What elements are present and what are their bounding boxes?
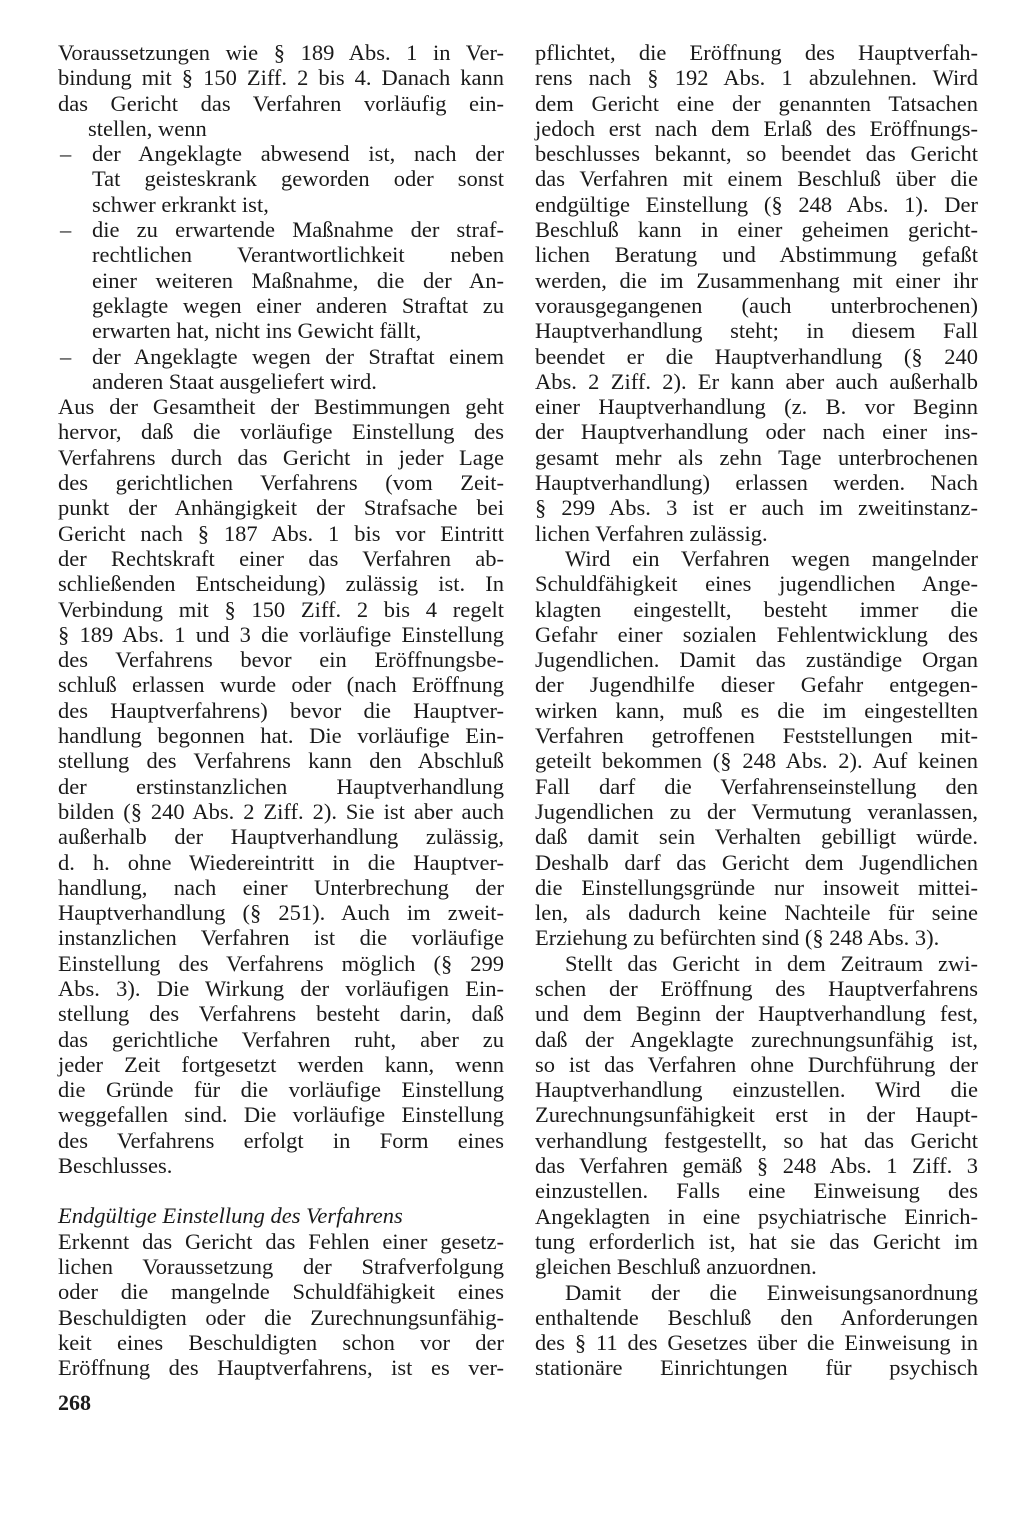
text-line: Abs. 3). Die Wirkung der vorläufigen Ein- bbox=[58, 975, 504, 1001]
text-line: das gerichtliche Verfahren ruht, aber zu bbox=[58, 1026, 504, 1052]
text-line: des § 11 des Gesetzes über die Einweisung in bbox=[535, 1330, 978, 1356]
text-line: so ist das Verfahren ohne Durchführung der bbox=[535, 1051, 978, 1077]
text-line: erwarten hat, nicht ins Gewicht fällt, bbox=[92, 318, 422, 344]
text-line: oder die mangelnde Schuldfähigkeit eines bbox=[58, 1279, 504, 1305]
text-line: Deshalb darf das Gericht dem Jugendlichen bbox=[535, 849, 978, 875]
text-line: der Rechtskraft einer das Verfahren ab- bbox=[58, 545, 504, 571]
text-line: jedoch erst nach dem Erlaß des Eröffnungs- bbox=[535, 115, 978, 141]
text-line: instanzlichen Verfahren ist die vorläufige bbox=[58, 925, 504, 951]
text-line: hervor, daß die vorläufige Einstellung des bbox=[58, 419, 504, 445]
page-number: 268 bbox=[58, 1390, 91, 1415]
text-line: Voraussetzungen wie § 189 Abs. 1 in Ver- bbox=[58, 40, 504, 65]
text-line: Verfahren getroffenen Feststellungen mit- bbox=[535, 723, 978, 749]
paragraph-gap bbox=[58, 1178, 504, 1203]
text-line: weggefallen sind. Die vorläufige Einstellung bbox=[58, 1102, 504, 1128]
text-line: werden, die im Zusammenhang mit einer ihr bbox=[535, 267, 978, 293]
text-line: dem Gericht eine der genannten Tatsachen bbox=[535, 90, 978, 116]
text-line: Beschlusses. bbox=[58, 1153, 173, 1179]
text-line: stationäre Einrichtungen für psychisch bbox=[535, 1355, 978, 1381]
text-line: keit eines Beschuldigten schon vor der bbox=[58, 1329, 504, 1355]
text-line: d. h. ohne Wiedereintritt in die Hauptver- bbox=[58, 849, 504, 875]
text-line: des gerichtlichen Verfahrens (vom Zeit- bbox=[58, 470, 504, 496]
text-line: Damit der die Einweisungsanordnung bbox=[565, 1279, 978, 1305]
text-line: schluß erlassen wurde oder (nach Eröffnung bbox=[58, 672, 504, 698]
text-line: tung erforderlich ist, hat sie das Gericht im bbox=[535, 1228, 978, 1254]
text-line: bilden (§ 240 Abs. 2 Ziff. 2). Sie ist aber auch bbox=[58, 798, 504, 824]
text-line: das Verfahren mit einem Beschluß über die bbox=[535, 166, 978, 192]
text-line: Erziehung zu befürchten sind (§ 248 Abs. 3). bbox=[535, 925, 940, 951]
text-line: Erkennt das Gericht das Fehlen einer gesetz- bbox=[58, 1228, 504, 1254]
text-line: klagten eingestellt, besteht immer die bbox=[535, 596, 978, 622]
text-line: vorausgegangenen (auch unterbrochenen) bbox=[535, 292, 978, 318]
text-line: Abs. 2 Ziff. 2). Er kann aber auch außerhalb bbox=[535, 368, 978, 394]
text-line: daß der Angeklagte zurechnungsunfähig ist, bbox=[535, 1026, 978, 1052]
text-line: § 189 Abs. 1 und 3 die vorläufige Einstellung bbox=[58, 621, 504, 647]
text-line: geklagte wegen einer anderen Straftat zu bbox=[92, 292, 504, 318]
text-line: die Einstellungsgründe nur insoweit mittei- bbox=[535, 874, 978, 900]
text-line: punkt der Anhängigkeit der Strafsache bei bbox=[58, 495, 504, 521]
text-line: Aus der Gesamtheit der Bestimmungen geht bbox=[58, 394, 504, 420]
text-line: gesamt mehr als zehn Tage unterbrochenen bbox=[535, 444, 978, 470]
text-line: handlung begonnen hat. Die vorläufige Ein- bbox=[58, 723, 504, 749]
text-line: lichen Beratung und Abstimmung gefaßt bbox=[535, 242, 978, 268]
text-line: Gericht nach § 187 Abs. 1 bis vor Eintritt bbox=[58, 520, 504, 546]
text-line: stellung des Verfahrens kann den Abschluß bbox=[58, 748, 504, 774]
text-line: Hauptverhandlung (§ 251). Auch im zweit- bbox=[58, 900, 504, 926]
text-line: des Hauptverfahrens) bevor die Hauptver- bbox=[58, 697, 504, 723]
text-line: anderen Staat ausgeliefert wird. bbox=[92, 368, 377, 394]
text-line: Schuldfähigkeit eines jugendlichen Ange- bbox=[535, 571, 978, 597]
text-line: lichen Verfahren zulässig. bbox=[535, 520, 768, 546]
text-line: der Jugendhilfe dieser Gefahr entgegen- bbox=[535, 672, 978, 698]
text-line: Jugendlichen. Damit das zuständige Organ bbox=[535, 647, 978, 673]
text-line: Tat geisteskrank geworden oder sonst bbox=[92, 166, 504, 192]
list-item-line: – die zu erwartende Maßnahme der straf- bbox=[58, 217, 504, 242]
text-line: Hauptverhandlung einzustellen. Wird die bbox=[535, 1077, 978, 1103]
text-line: Gefahr einer sozialen Fehlentwicklung des bbox=[535, 621, 978, 647]
text-line: des Verfahrens bevor ein Eröffnungsbe- bbox=[58, 647, 504, 673]
list-item-line: – der Angeklagte abwesend ist, nach der bbox=[58, 141, 504, 166]
text-line: beendet er die Hauptverhandlung (§ 240 bbox=[535, 343, 978, 369]
text-line: pflichtet, die Eröffnung des Hauptverfah- bbox=[535, 40, 978, 65]
text-line: endgültige Einstellung (§ 248 Abs. 1). Der bbox=[535, 191, 978, 217]
right-text-column bbox=[535, 40, 978, 1381]
text-line: verhandlung festgestellt, so hat das Gericht bbox=[535, 1127, 978, 1153]
text-line: die Gründe für die vorläufige Einstellung bbox=[58, 1077, 504, 1103]
text-line: beschlusses bekannt, so beendet das Gericht bbox=[535, 141, 978, 167]
text-line: außerhalb der Hauptverhandlung zulässig, bbox=[58, 824, 504, 850]
text-line: das Gericht das Verfahren vorläufig ein- bbox=[58, 90, 504, 116]
text-line: schwer erkrankt ist, bbox=[92, 191, 269, 217]
text-line: das Verfahren gemäß § 248 Abs. 1 Ziff. 3 bbox=[535, 1153, 978, 1179]
text-line: stellung des Verfahrens besteht darin, daß bbox=[58, 1001, 504, 1027]
text-line: wirken kann, muß es die im eingestellten bbox=[535, 697, 978, 723]
text-line: bindung mit § 150 Ziff. 2 bis 4. Danach kann bbox=[58, 65, 504, 91]
text-line: gleichen Beschluß anzuordnen. bbox=[535, 1254, 817, 1280]
text-line: Fall darf die Verfahrenseinstellung den bbox=[535, 773, 978, 799]
text-line: handlung, nach einer Unterbrechung der bbox=[58, 874, 504, 900]
text-line: stellen, wenn bbox=[88, 115, 207, 141]
text-line: einer weiteren Maßnahme, die der An- bbox=[92, 267, 504, 293]
left-text-column bbox=[58, 40, 504, 1380]
text-line: Verfahrens durch das Gericht in jeder Lage bbox=[58, 444, 504, 470]
section-heading: Endgültige Einstellung des Verfahrens bbox=[58, 1203, 403, 1229]
text-line: Eröffnung des Hauptverfahrens, ist es ver- bbox=[58, 1355, 504, 1381]
text-line: einer Hauptverhandlung (z. B. vor Beginn bbox=[535, 394, 978, 420]
text-line: Beschluß kann in einer geheimen gericht- bbox=[535, 217, 978, 243]
text-line: jeder Zeit fortgesetzt werden kann, wenn bbox=[58, 1051, 504, 1077]
text-line: daß damit sein Verhalten gebilligt würde. bbox=[535, 824, 978, 850]
text-line: Verbindung mit § 150 Ziff. 2 bis 4 regelt bbox=[58, 596, 504, 622]
text-line: einzustellen. Falls eine Einweisung des bbox=[535, 1178, 978, 1204]
text-line: Hauptverhandlung) erlassen werden. Nach bbox=[535, 470, 978, 496]
text-line: und dem Beginn der Hauptverhandlung fest, bbox=[535, 1001, 978, 1027]
text-line: rens nach § 192 Abs. 1 abzulehnen. Wird bbox=[535, 65, 978, 91]
text-line: Einstellung des Verfahrens möglich (§ 299 bbox=[58, 950, 504, 976]
text-line: Wird ein Verfahren wegen mangelnder bbox=[565, 545, 978, 571]
text-line: § 299 Abs. 3 ist er auch im zweitinstanz- bbox=[535, 495, 978, 521]
text-line: des Verfahrens erfolgt in Form eines bbox=[58, 1127, 504, 1153]
text-line: Angeklagten in eine psychiatrische Einrich- bbox=[535, 1203, 978, 1229]
text-line: rechtlichen Verantwortlichkeit neben bbox=[92, 242, 504, 268]
text-line: Zurechnungsunfähigkeit erst in der Haupt- bbox=[535, 1102, 978, 1128]
text-line: der erstinstanzlichen Hauptverhandlung bbox=[58, 773, 504, 799]
text-line: Hauptverhandlung steht; in diesem Fall bbox=[535, 318, 978, 344]
text-line: schen der Eröffnung des Hauptverfahrens bbox=[535, 975, 978, 1001]
text-line: len, als dadurch keine Nachteile für seine bbox=[535, 900, 978, 926]
text-line: der Hauptverhandlung oder nach einer ins- bbox=[535, 419, 978, 445]
text-line: schließenden Entscheidung) zulässig ist. In bbox=[58, 571, 504, 597]
text-line: Stellt das Gericht in dem Zeitraum zwi- bbox=[565, 950, 978, 976]
list-item-line: – der Angeklagte wegen der Straftat einem bbox=[58, 344, 504, 369]
text-line: Beschuldigten oder die Zurechnungsunfähig- bbox=[58, 1304, 504, 1330]
text-line: Jugendlichen zu der Vermutung veranlassen, bbox=[535, 798, 978, 824]
text-line: lichen Voraussetzung der Strafverfolgung bbox=[58, 1253, 504, 1279]
text-line: enthaltende Beschluß den Anforderungen bbox=[535, 1304, 978, 1330]
text-line: geteilt bekommen (§ 248 Abs. 2). Auf keinen bbox=[535, 748, 978, 774]
